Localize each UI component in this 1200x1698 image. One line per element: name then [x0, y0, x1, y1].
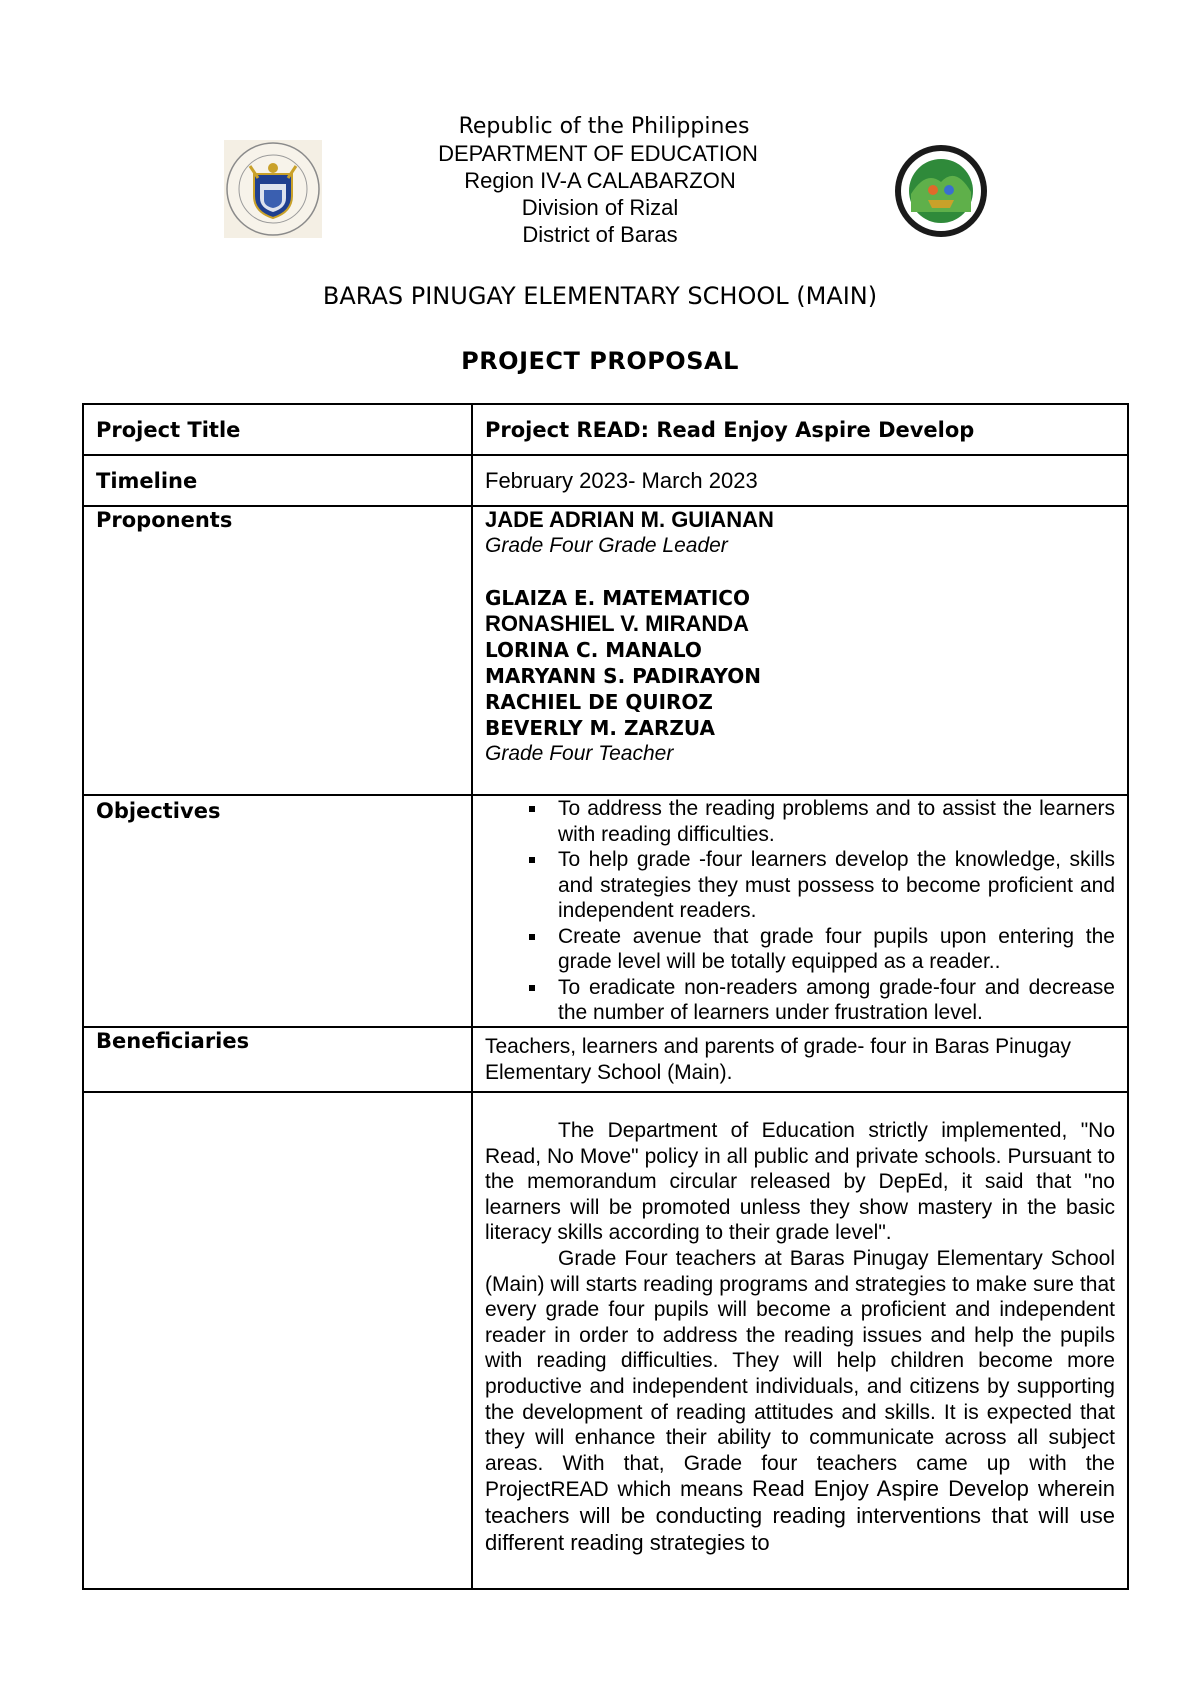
teacher-name: RONASHIEL V. MIRANDA — [485, 611, 750, 636]
rationale-label — [83, 1092, 472, 1589]
rationale-paragraph-2 — [485, 1246, 1115, 1556]
proponents-row — [83, 506, 1128, 795]
rationale-paragraph-1: The Department of Education strictly implemented, "No Read, No Move" policy in all public and private schools. Pursuant to the memorandum circular released by DepEd, it said that "no learners will be promoted unless they show mastery in the basic literacy skills according to their grade level". — [485, 1119, 1115, 1245]
project-title-label: Project Title — [83, 404, 472, 455]
header-text-block — [0, 113, 1200, 248]
division-line: Division of Rizal — [521, 195, 679, 220]
document-title: PROJECT PROPOSAL — [461, 347, 739, 375]
objective-item: To eradicate non-readers among grade-four and decrease the number of learners under frustration level. — [485, 975, 1115, 1026]
rationale-paragraph-2-tail: Read Enjoy Aspire Develop wherein teachers will be conducting reading interventions that will use different reading strategies to — [485, 1476, 1116, 1555]
beneficiaries-row — [83, 1027, 1128, 1092]
leader-role: Grade Four Grade Leader — [485, 534, 728, 557]
timeline-row — [83, 455, 1128, 506]
deped-seal-icon — [224, 140, 322, 238]
timeline-label: Timeline — [83, 455, 472, 506]
republic-line: Republic of the Philippines — [458, 114, 750, 139]
timeline-value: February 2023- March 2023 — [472, 455, 1128, 506]
school-seal-icon — [888, 142, 994, 240]
teacher-name: LORINA C. MANALO — [485, 638, 702, 662]
objectives-row — [83, 795, 1128, 1027]
objectives-list — [485, 796, 1115, 1026]
objectives-value — [472, 795, 1128, 1027]
project-title-row — [83, 404, 1128, 455]
teacher-role: Grade Four Teacher — [485, 742, 674, 765]
rationale-row — [83, 1092, 1128, 1589]
district-line: District of Baras — [522, 222, 678, 247]
proposal-table — [82, 403, 1129, 1590]
teacher-name: RACHIEL DE QUIROZ — [485, 690, 713, 714]
beneficiaries-label: Beneficiaries — [83, 1027, 472, 1092]
objective-item: To address the reading problems and to assist the learners with reading difficulties. — [485, 796, 1115, 847]
teacher-name: GLAIZA E. MATEMATICO — [485, 586, 750, 610]
objective-item: Create avenue that grade four pupils upon entering the grade level will be totally equipped as a reader.. — [485, 924, 1115, 975]
beneficiaries-value: Teachers, learners and parents of grade- four in Baras Pinugay Elementary School (Main). — [472, 1027, 1128, 1092]
rationale-paragraph-2-text: Grade Four teachers at Baras Pinugay Elementary School (Main) will starts reading programs and strategies to make sure that every grade four pupils will become a proficient and independent reader in order to address the reading issues and help the pupils with reading difficulties. They will help children become more productive and independent individuals, and citizens by supporting the development of reading attitudes and skills. It is expected that they will enhance their ability to communicate across all subject areas. With that, Grade four teachers came up with the ProjectREAD which means — [485, 1246, 1115, 1502]
proponents-label: Proponents — [83, 506, 472, 795]
objective-item: To help grade -four learners develop the knowledge, skills and strategies they must possess to become proficient and independent readers. — [485, 847, 1115, 924]
proponents-value — [472, 506, 1128, 795]
region-line: Region IV-A CALABARZON — [464, 168, 736, 193]
teacher-name: MARYANN S. PADIRAYON — [485, 664, 761, 688]
objectives-label: Objectives — [83, 795, 472, 1027]
department-line: DEPARTMENT OF EDUCATION — [438, 141, 758, 166]
project-title-value: Project READ: Read Enjoy Aspire Develop — [472, 404, 1128, 455]
school-name: BARAS PINUGAY ELEMENTARY SCHOOL (MAIN) — [322, 282, 878, 310]
leader-name: JADE ADRIAN M. GUIANAN — [485, 507, 774, 532]
teacher-name: BEVERLY M. ZARZUA — [485, 716, 715, 740]
rationale-value — [472, 1092, 1128, 1589]
